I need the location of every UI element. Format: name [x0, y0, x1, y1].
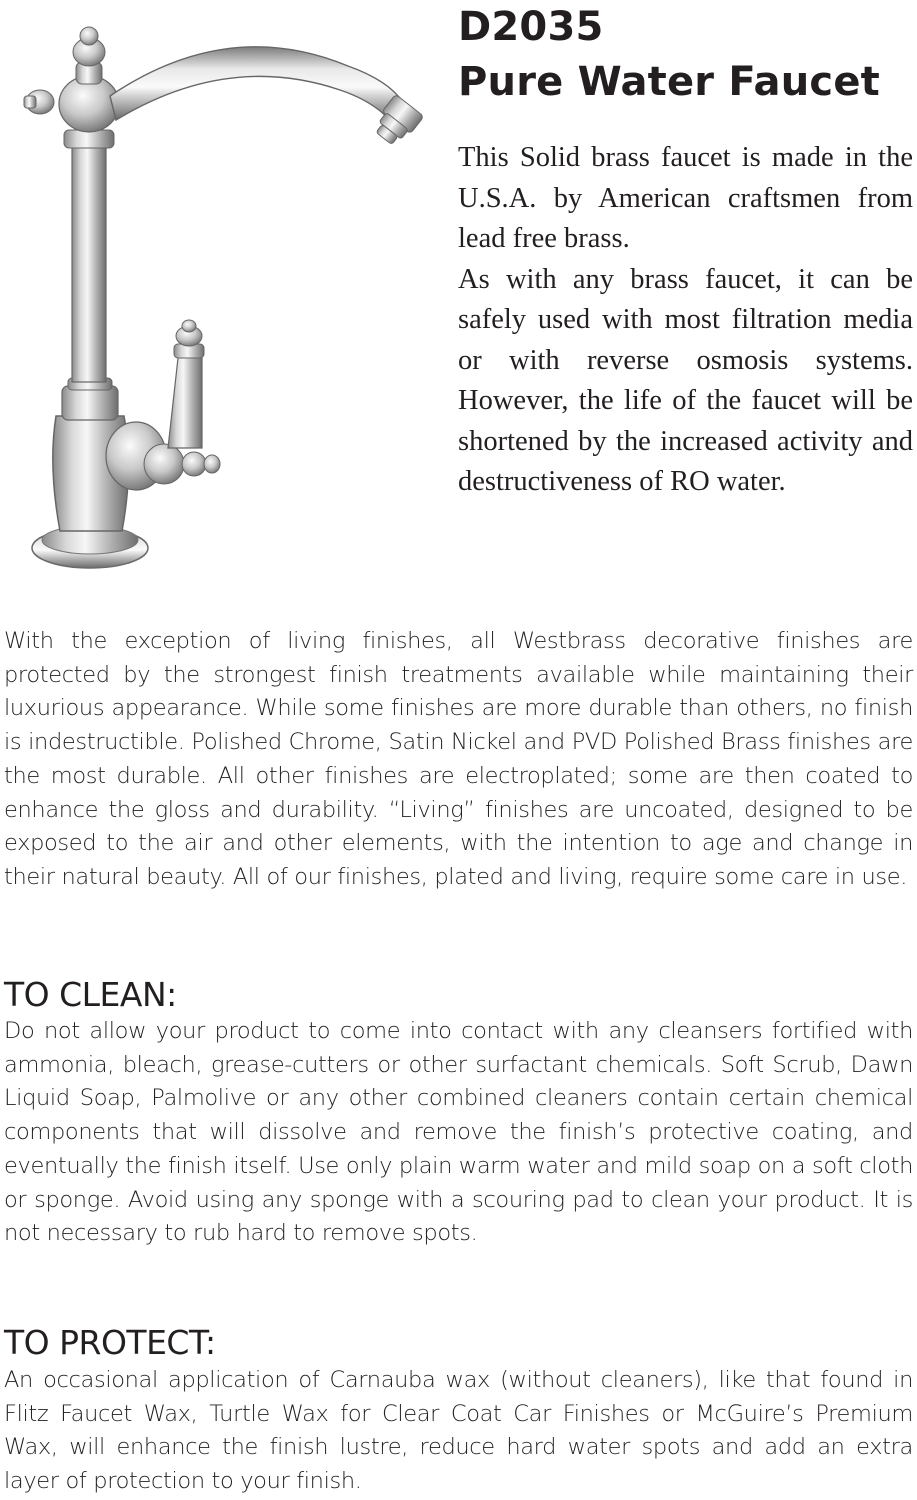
product-name: Pure Water Faucet [458, 59, 880, 105]
finishes-paragraph: With the exception of living finishes, all Westbrass decorative finishes are protected by the strongest finish treatments available while maintaining their luxurious appearance. While some finishes are more durable than others, no finish is indestructible. Polished Chrome, Satin Nickel and PVD Polished Brass finishes are the most durable. All other finishes are electroplated; some are then coated to enhance the gloss and durability. “Living” finishes are uncoated, designed to be exposed to the air and other elements, with the intention to age and change in their natural beauty. All of our finishes, plated and living, require some care in use. [4, 628, 913, 890]
faucet-product-image [18, 26, 438, 574]
product-model-number: D2035 [458, 4, 604, 50]
to-protect-paragraph: An occasional application of Carnauba wax (without cleaners), like that found in Flitz Faucet Wax, Turtle Wax for Clear Coat Car Finishes or McGuire’s Premium Wax, will enhance the finish lustre, reduce hard water spots and add an extra layer of protection to your finish. [4, 1367, 913, 1495]
product-description [458, 138, 913, 503]
to-clean-paragraph: Do not allow your product to come into contact with any cleansers fortified with ammonia, bleach, grease-cutters or other surfactant chemicals. Soft Scrub, Dawn Liquid Soap, Palmolive or any other combined cleaners contain certain chemical components that will dissolve and remove the finish’s protective coating, and eventually the finish itself. Use only plain warm water and mild soap on a soft cloth or sponge. Avoid using any sponge with a scouring pad to clean your product. It is not necessary to rub hard to remove spots. [4, 1018, 913, 1247]
to-clean-heading: TO CLEAN: [4, 975, 177, 1014]
to-protect-heading: TO PROTECT: [4, 1323, 216, 1362]
product-description-ro-note: As with any brass faucet, it can be safely used with most filtration media or with reverse osmosis systems. However, the life of the faucet will be shortened by the increased activity and destructiveness of RO water. [458, 263, 913, 497]
product-description-origin: This Solid brass faucet is made in the U.S.A. by American craftsmen from lead free brass. [458, 142, 913, 254]
product-title [458, 0, 913, 110]
